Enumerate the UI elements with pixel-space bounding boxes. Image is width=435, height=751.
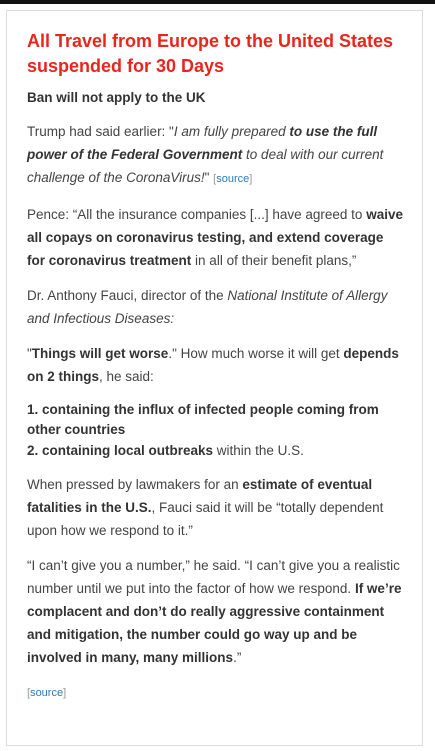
trump-close-quote: "	[204, 170, 214, 185]
article-subtitle: Ban will not apply to the UK	[27, 90, 206, 105]
source-paragraph	[27, 680, 405, 705]
niaid-name: National Institute of Allergy and Infectious Diseases:	[27, 288, 388, 326]
trump-quote-part1: I am fully prepared	[173, 124, 290, 139]
article-title: All Travel from Europe to the United States suspended for 30 Days	[27, 31, 394, 76]
article-content	[27, 29, 405, 705]
list-item: 1. containing the influx of infected people coming from other countries	[27, 402, 379, 437]
list-item: 2. containing local outbreaks within the U.S.	[27, 443, 304, 458]
article-card	[6, 10, 423, 746]
pence-bold: waive all copays on coronavirus testing, and extend coverage for coronavirus treatment	[27, 207, 403, 268]
worse-paragraph: "Things will get worse." How much worse it will get depends on 2 things, he said:	[27, 346, 399, 384]
source-link-1[interactable]: [source]	[213, 173, 253, 185]
fauci-intro-paragraph: Dr. Anthony Fauci, director of the National Institute of Allergy and Infectious Diseases:	[27, 288, 388, 326]
trump-paragraph	[27, 120, 405, 191]
trump-quote-bold: to use the full power of the Federal Government	[27, 124, 378, 162]
trump-quote-part3: to deal with our current challenge of the CoronaVirus!	[27, 147, 384, 185]
source-link-label[interactable]: source	[216, 173, 250, 185]
source-link-label[interactable]: source	[30, 687, 64, 699]
source-link-2[interactable]: [source]	[27, 687, 67, 699]
number-paragraph: “I can’t give you a number,” he said. “I can’t give you a realistic number until we put into the factor of how we respond. If we’re complacent and don’t do really aggressive containment and mitigation, the number could go way up and be involved in many, many millions.”	[27, 558, 402, 665]
trump-intro: Trump had said earlier: "	[27, 124, 174, 139]
factors-list	[27, 400, 405, 461]
pressed-paragraph: When pressed by lawmakers for an estimate of eventual fatalities in the U.S., Fauci said it will be “totally dependent upon how we respond to it.”	[27, 477, 384, 538]
pence-paragraph: Pence: “All the insurance companies [...] have agreed to waive all copays on coronavirus testing, and extend coverage for coronavirus treatment in all of their benefit plans,”	[27, 207, 403, 268]
top-bar	[0, 0, 435, 4]
